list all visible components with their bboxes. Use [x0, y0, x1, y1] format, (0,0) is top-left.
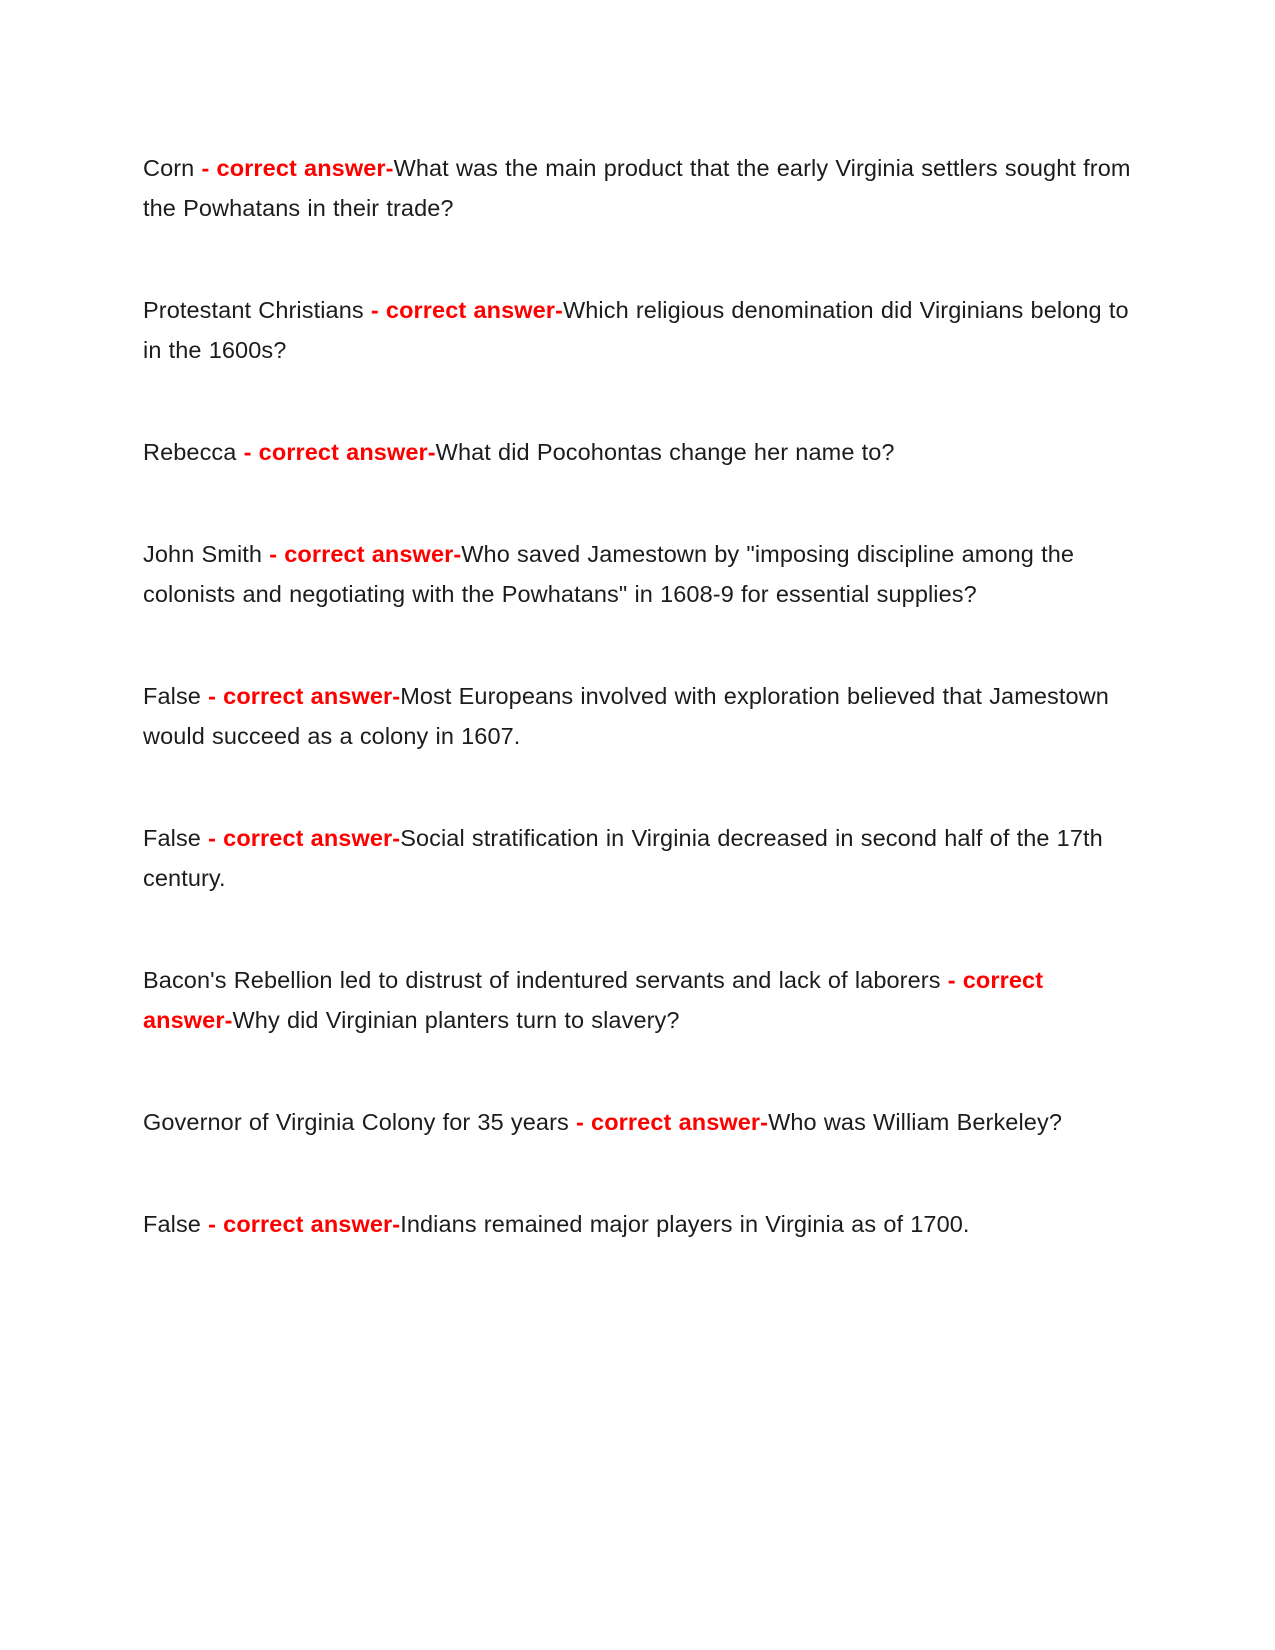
- question-text: Who saved Jamestown by "imposing discipline among the colonists and negotiating with the Powhatans" in 1608-9 for essential supplies?: [143, 541, 1075, 607]
- correct-answer-marker: - correct answer-: [143, 967, 1044, 1033]
- question-text: Why did Virginian planters turn to slavery?: [232, 1007, 680, 1033]
- qa-item-6: [143, 818, 1133, 898]
- question-text: Who was William Berkeley?: [768, 1109, 1062, 1135]
- question-text: Most Europeans involved with exploration believed that Jamestown would succeed as a colony in 1607.: [143, 683, 1109, 749]
- correct-answer-marker: - correct answer-: [576, 1109, 769, 1135]
- qa-item-5: [143, 676, 1133, 756]
- question-text: Which religious denomination did Virginians belong to in the 1600s?: [143, 297, 1129, 363]
- qa-item-9: [143, 1204, 1133, 1244]
- correct-answer-marker: - correct answer-: [208, 1211, 401, 1237]
- answer-text: Corn: [143, 155, 195, 181]
- qa-item-4: [143, 534, 1133, 614]
- answer-text: False: [143, 683, 201, 709]
- qa-item-8: [143, 1102, 1133, 1142]
- answer-text: John Smith: [143, 541, 263, 567]
- question-text: What did Pocohontas change her name to?: [435, 439, 895, 465]
- correct-answer-marker: - correct answer-: [201, 155, 394, 181]
- question-text: Social stratification in Virginia decreased in second half of the 17th century.: [143, 825, 1103, 891]
- correct-answer-marker: - correct answer-: [243, 439, 436, 465]
- answer-text: Bacon's Rebellion led to distrust of indentured servants and lack of laborers: [143, 967, 941, 993]
- answer-text: Governor of Virginia Colony for 35 years: [143, 1109, 569, 1135]
- qa-item-2: [143, 290, 1133, 370]
- correct-answer-marker: - correct answer-: [370, 297, 563, 323]
- correct-answer-marker: - correct answer-: [208, 825, 401, 851]
- answer-text: False: [143, 825, 201, 851]
- answer-text: Protestant Christians: [143, 297, 364, 323]
- qa-item-3: [143, 432, 1133, 472]
- question-text: What was the main product that the early Virginia settlers sought from the Powhatans in their trade?: [143, 155, 1131, 221]
- correct-answer-marker: - correct answer-: [208, 683, 401, 709]
- qa-list: [143, 148, 1133, 1244]
- qa-item-1: [143, 148, 1133, 228]
- answer-text: False: [143, 1211, 201, 1237]
- qa-item-7: [143, 960, 1133, 1040]
- question-text: Indians remained major players in Virginia as of 1700.: [400, 1211, 970, 1237]
- correct-answer-marker: - correct answer-: [269, 541, 462, 567]
- answer-text: Rebecca: [143, 439, 237, 465]
